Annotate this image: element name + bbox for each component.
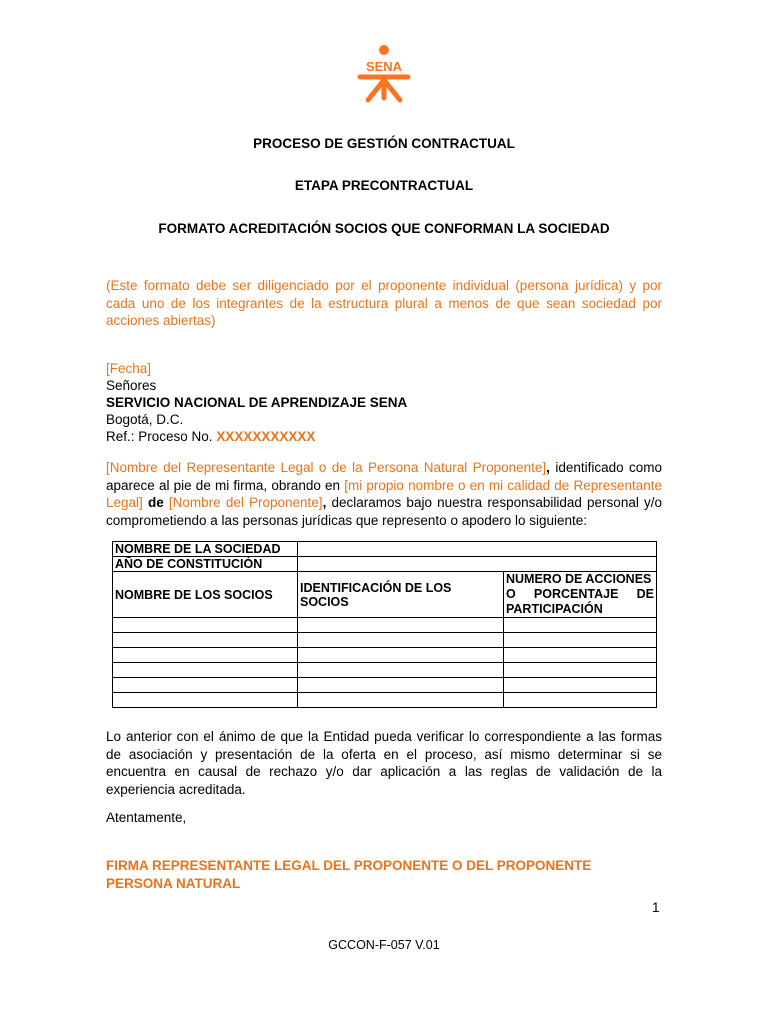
intro-comma-2: , [322, 495, 327, 510]
signature-line-2: PERSONA NATURAL [106, 876, 241, 891]
table-cell [113, 648, 298, 663]
table-cell [298, 663, 504, 678]
table-cell [504, 618, 657, 633]
proponent-placeholder: [Nombre del Proponente] [168, 495, 323, 510]
col-header-shares [504, 572, 657, 618]
salutation: Señores [106, 378, 157, 393]
table-cell [113, 663, 298, 678]
table-cell [298, 693, 504, 708]
rep-name-placeholder: [Nombre del Representante Legal o de la Persona Natural Proponente] [106, 460, 547, 475]
table-row [113, 557, 657, 572]
table-cell [113, 618, 298, 633]
table-cell [298, 633, 504, 648]
col-header-shares-line1: NUMERO DE ACCIONES [506, 572, 652, 586]
table-row [113, 542, 657, 557]
instruction-text: (Este formato debe ser diligenciado por el proponente individual (persona jurídica) y por cada uno de los integrantes de la estructura plural a menos de que sean sociedad por acciones abiertas) [106, 278, 662, 328]
company-name-cell [298, 542, 657, 557]
logo-head-icon [379, 45, 389, 55]
logo-text: SENA [365, 59, 403, 74]
table-header-row [113, 572, 657, 618]
reference-label: Ref.: Proceso No. [106, 429, 213, 444]
year-cell [298, 557, 657, 572]
table-cell [113, 693, 298, 708]
table-row [113, 618, 657, 633]
intro-text-1: identificado como aparece al pie de mi firma, obrando en [106, 460, 663, 493]
col-header-shares-line3: PARTICIPACIÓN [506, 602, 603, 616]
intro-paragraph [106, 459, 662, 529]
recipient-entity: SERVICIO NACIONAL DE APRENDIZAJE SENA [106, 395, 408, 410]
page-number: 1 [652, 900, 660, 915]
table-cell [298, 648, 504, 663]
partners-table [112, 541, 657, 708]
table-row [113, 663, 657, 678]
heading-stage: ETAPA PRECONTRACTUAL [294, 178, 474, 193]
table-cell [504, 693, 657, 708]
capacity-placeholder: [mi propio nombre o en mi calidad de Representante Legal] [106, 477, 662, 510]
company-name-label: NOMBRE DE LA SOCIEDAD [113, 542, 298, 557]
table-cell [113, 678, 298, 693]
table-cell [504, 663, 657, 678]
table-row [113, 648, 657, 663]
heading-process: PROCESO DE GESTIÓN CONTRACTUAL [253, 136, 515, 151]
col-header-shares-line2: O PORCENTAJE DE [506, 587, 654, 601]
heading-format: FORMATO ACREDITACIÓN SOCIOS QUE CONFORMAN LA SOCIEDAD [158, 221, 610, 236]
logo-figure-icon [360, 77, 408, 100]
table-cell [298, 678, 504, 693]
date-placeholder: [Fecha] [106, 361, 152, 376]
reference-number: XXXXXXXXXXX [216, 429, 316, 444]
col-header-id: IDENTIFICACIÓN DE LOS SOCIOS [298, 572, 504, 618]
table-cell [504, 633, 657, 648]
table-cell [113, 633, 298, 648]
reference-line [106, 428, 315, 445]
intro-de: de [142, 495, 169, 510]
intro-text-2: declaramos bajo nuestra responsabilidad personal y/o comprometiendo a las personas jurídicas que represento o apodero lo siguiente: [106, 495, 663, 528]
table-row [113, 678, 657, 693]
signature-line-1: FIRMA REPRESENTANTE LEGAL DEL PROPONENTE O DEL PROPONENTE [106, 858, 592, 873]
table-cell [298, 618, 504, 633]
col-header-partners: NOMBRE DE LOS SOCIOS [113, 572, 298, 618]
table-cell [504, 648, 657, 663]
table-row [113, 633, 657, 648]
recipient-city: Bogotá, D.C. [106, 412, 184, 427]
table-row [113, 693, 657, 708]
year-label: AÑO DE CONSTITUCIÓN [113, 557, 298, 572]
document-code: GCCON-F-057 V.01 [328, 938, 440, 952]
intro-comma-1: , [546, 460, 550, 475]
regards: Atentamente, [106, 810, 187, 825]
table-cell [504, 678, 657, 693]
closing-paragraph: Lo anterior con el ánimo de que la Entidad pueda verificar lo correspondiente a las formas de asociación y presentación de la oferta en el proceso, así mismo determinar si se encuentra en causal de rechazo y/o dar aplicación a las reglas de validación de la experiencia acreditada. [106, 729, 662, 797]
sena-logo [354, 44, 414, 104]
